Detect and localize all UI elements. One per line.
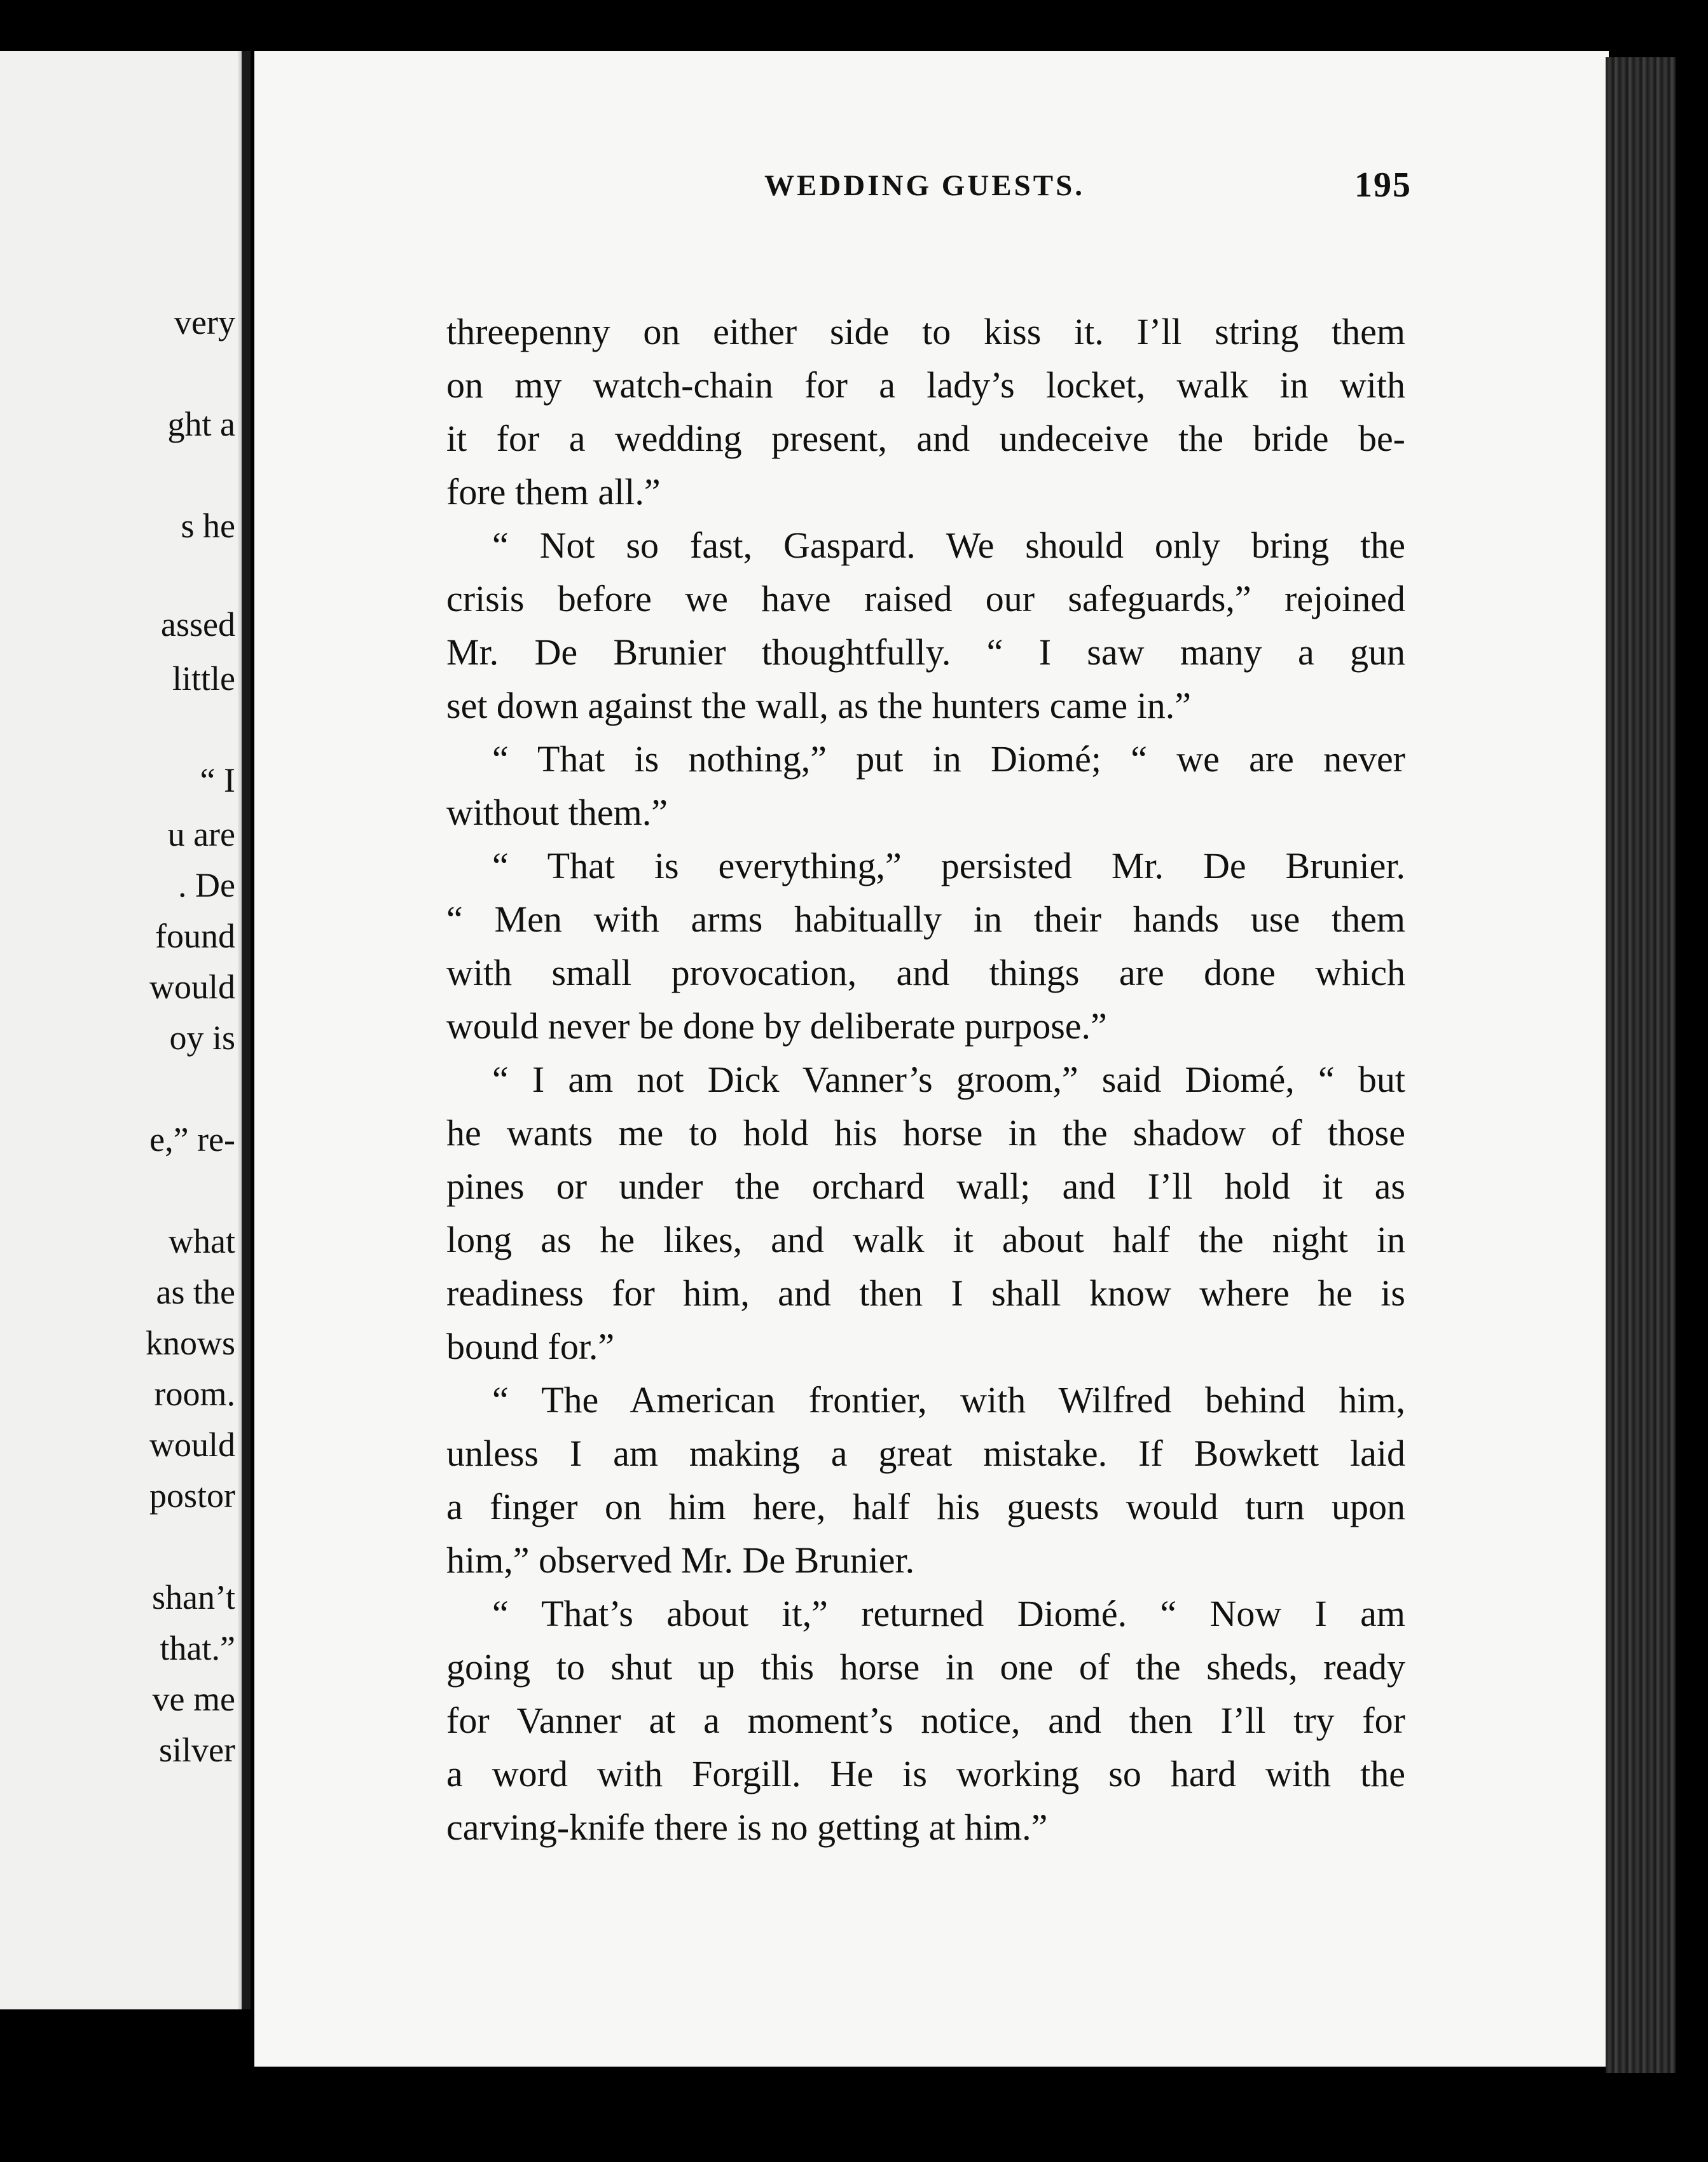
running-head (509, 165, 1412, 213)
left-fragment-line: “ I (200, 761, 235, 799)
left-fragment-line: silver (159, 1731, 235, 1769)
left-fragment-line: . De (178, 866, 235, 904)
text-line: without them.” (446, 792, 668, 833)
text-line: long as he likes, and walk it about half the night in (446, 1219, 1405, 1260)
page-number: 195 (1354, 165, 1412, 205)
text-line: “ That’s about it,” returned Diomé. “ Now I am (492, 1593, 1405, 1634)
book-gutter (242, 51, 251, 2009)
page-edges (1606, 57, 1676, 2073)
running-title: WEDDING GUESTS. (764, 169, 1085, 202)
left-fragment-line: e,” re- (149, 1120, 235, 1159)
text-line: “ I am not Dick Vanner’s groom,” said Diomé, “ but (492, 1059, 1405, 1100)
text-line: readiness for him, and then I shall know where he is (446, 1272, 1405, 1314)
left-fragment-line: shan’t (152, 1578, 235, 1616)
text-line: “ That is nothing,” put in Diomé; “ we are never (492, 738, 1405, 780)
text-line: carving-knife there is no getting at him.” (446, 1807, 1048, 1848)
text-line: him,” observed Mr. De Brunier. (446, 1539, 915, 1581)
left-fragment-line: s he (181, 507, 235, 545)
text-line: unless I am making a great mistake. If Bowkett laid (446, 1433, 1405, 1474)
text-line: Mr. De Brunier thoughtfully. “ I saw many a gun (446, 631, 1405, 673)
left-fragment-line: ght a (167, 405, 235, 443)
text-line: pines or under the orchard wall; and I’ll hold it as (446, 1166, 1405, 1207)
text-line: with small provocation, and things are done which (446, 952, 1405, 993)
text-line: would never be done by deliberate purpose.” (446, 1005, 1107, 1047)
text-line: set down against the wall, as the hunters came in.” (446, 685, 1191, 726)
text-line: a finger on him here, half his guests would turn upon (446, 1486, 1405, 1527)
left-fragment-line: would (149, 968, 235, 1006)
text-line: for Vanner at a moment’s notice, and then I’ll try for (446, 1700, 1405, 1741)
left-fragment-line: what (169, 1222, 235, 1260)
left-fragment-line: knows (145, 1324, 235, 1362)
text-line: bound for.” (446, 1326, 615, 1367)
text-line: it for a wedding present, and undeceive the bride be- (446, 418, 1405, 459)
text-line: a word with Forgill. He is working so hard with the (446, 1753, 1405, 1794)
left-fragment-line: very (174, 303, 235, 341)
left-fragment-line: little (172, 659, 235, 698)
text-line: fore them all.” (446, 471, 661, 513)
text-line: he wants me to hold his horse in the shadow of those (446, 1112, 1405, 1153)
left-fragment-line: assed (161, 605, 235, 644)
left-fragment-line: u are (167, 815, 235, 853)
facing-page-left (0, 51, 249, 2009)
text-line: “ Not so fast, Gaspard. We should only bring the (492, 525, 1405, 566)
text-line: going to shut up this horse in one of the sheds, ready (446, 1646, 1405, 1688)
text-line: threepenny on either side to kiss it. I’ll string them (446, 311, 1405, 352)
left-fragment-line: found (155, 917, 235, 955)
left-fragment-line: oy is (169, 1019, 235, 1057)
text-line: on my watch-chain for a lady’s locket, walk in with (446, 364, 1405, 406)
left-fragment-line: postor (149, 1477, 235, 1515)
text-line: “ The American frontier, with Wilfred behind him, (492, 1379, 1405, 1421)
left-fragment-line: room. (154, 1375, 235, 1413)
left-fragment-line: ve me (152, 1680, 235, 1718)
text-line: “ Men with arms habitually in their hands use them (446, 899, 1405, 940)
left-fragment-line: as the (156, 1273, 235, 1311)
left-fragment-line: would (149, 1426, 235, 1464)
body-text (446, 305, 1405, 1854)
left-fragment-line: that.” (160, 1629, 235, 1667)
text-line: crisis before we have raised our safeguards,” rejoined (446, 578, 1405, 619)
text-line: “ That is everything,” persisted Mr. De Brunier. (492, 845, 1405, 886)
